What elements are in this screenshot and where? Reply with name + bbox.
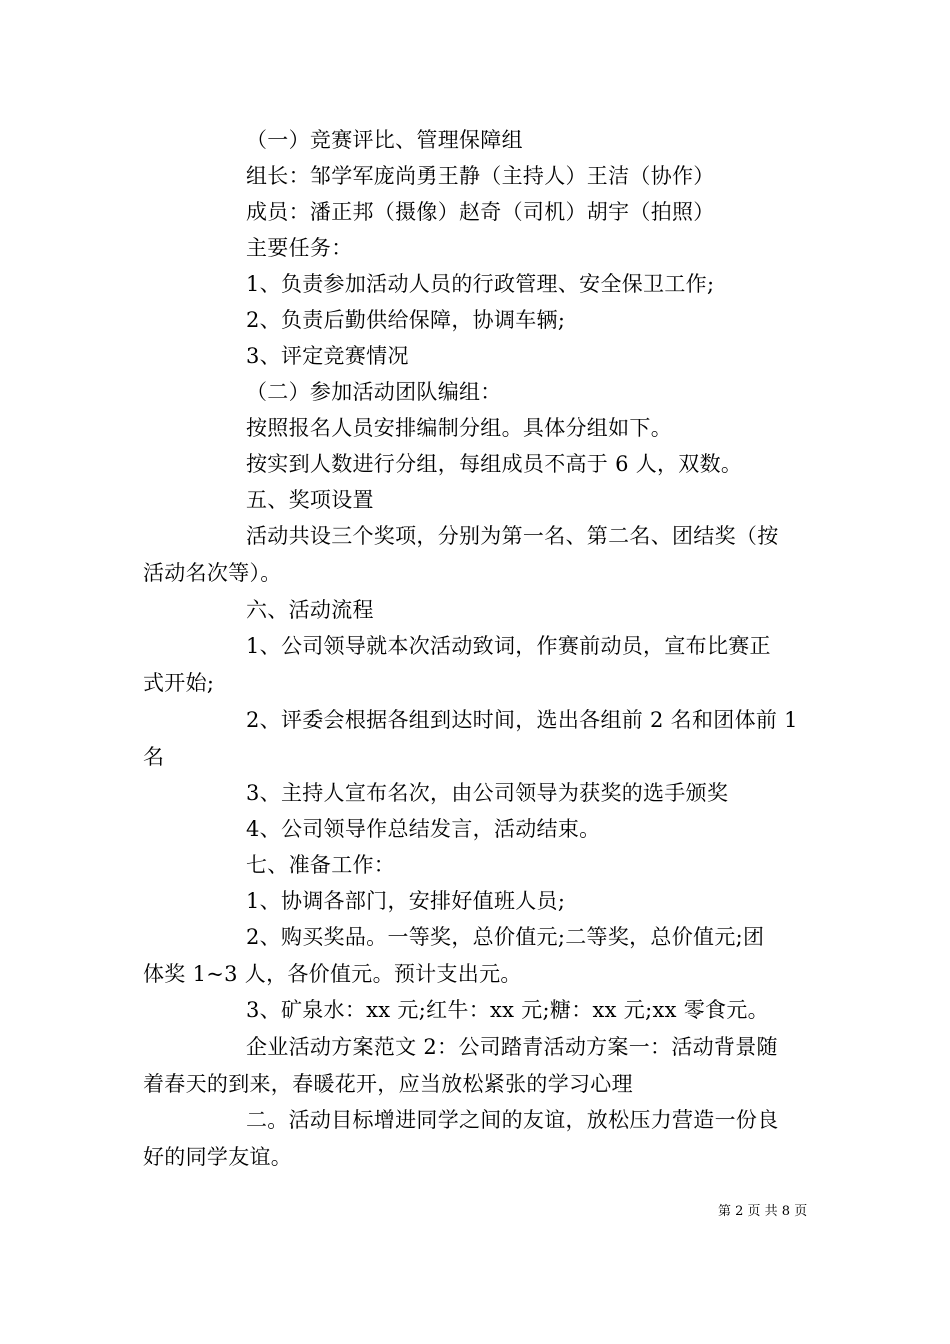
process-item-4: 4、公司领导作总结发言，活动结束。 [246, 817, 601, 841]
preparation-item-1: 1、协调各部门，安排好值班人员; [246, 889, 566, 913]
section-heading-awards: 五、奖项设置 [246, 488, 374, 512]
page-number-footer: 第 2 页 共 8 页 [718, 1204, 808, 1219]
preparation-item-2-line-1: 2、购买奖品。一等奖，总价值元;二等奖，总价值元;团 [246, 925, 765, 949]
process-item-2-line-1: 2、评委会根据各组到达时间，选出各组前 2 名和团体前 1 [246, 708, 798, 732]
awards-paragraph-line-2: 活动名次等）。 [143, 561, 282, 585]
process-item-1-line-2: 式开始; [143, 671, 215, 695]
section-heading-team-grouping: （二）参加活动团队编组： [246, 380, 502, 404]
preparation-item-2-line-2: 体奖 1~3 人，各价值元。预计支出元。 [143, 962, 522, 986]
main-tasks-label: 主要任务： [246, 236, 353, 260]
activity-goal-line-1: 二。活动目标增进同学之间的友谊，放松压力营造一份良 [246, 1108, 779, 1132]
process-item-1-line-1: 1、公司领导就本次活动致词，作赛前动员，宣布比赛正 [246, 634, 771, 658]
group-leaders-line: 组长：邹学军庞尚勇王静（主持人）王洁（协作） [246, 164, 715, 188]
activity-goal-line-2: 好的同学友谊。 [143, 1145, 293, 1169]
group-members-line: 成员：潘正邦（摄像）赵奇（司机）胡宇（拍照） [246, 200, 715, 224]
sample-2-paragraph-line-1: 企业活动方案范文 2：公司踏青活动方案一：活动背景随 [246, 1035, 778, 1059]
grouping-paragraph-2: 按实到人数进行分组，每组成员不高于 6 人，双数。 [246, 452, 743, 476]
section-heading-preparation: 七、准备工作： [246, 853, 396, 877]
process-item-2-line-2: 名 [143, 745, 165, 769]
grouping-paragraph-1: 按照报名人员安排编制分组。具体分组如下。 [246, 416, 672, 440]
sample-2-paragraph-line-2: 着春天的到来，春暖花开，应当放松紧张的学习心理 [143, 1072, 633, 1096]
task-item-2: 2、负责后勤供给保障，协调车辆; [246, 308, 566, 332]
task-item-1: 1、负责参加活动人员的行政管理、安全保卫工作; [246, 272, 715, 296]
section-heading-process: 六、活动流程 [246, 598, 374, 622]
task-item-3: 3、评定竞赛情况 [246, 344, 409, 368]
awards-paragraph-line-1: 活动共设三个奖项，分别为第一名、第二名、团结奖（按 [246, 524, 779, 548]
process-item-3: 3、主持人宣布名次，由公司领导为获奖的选手颁奖 [246, 781, 729, 805]
preparation-item-3: 3、矿泉水：xx 元;红牛：xx 元;糖：xx 元;xx 零食元。 [246, 998, 769, 1022]
section-heading-judging-group: （一）竞赛评比、管理保障组 [246, 128, 523, 152]
